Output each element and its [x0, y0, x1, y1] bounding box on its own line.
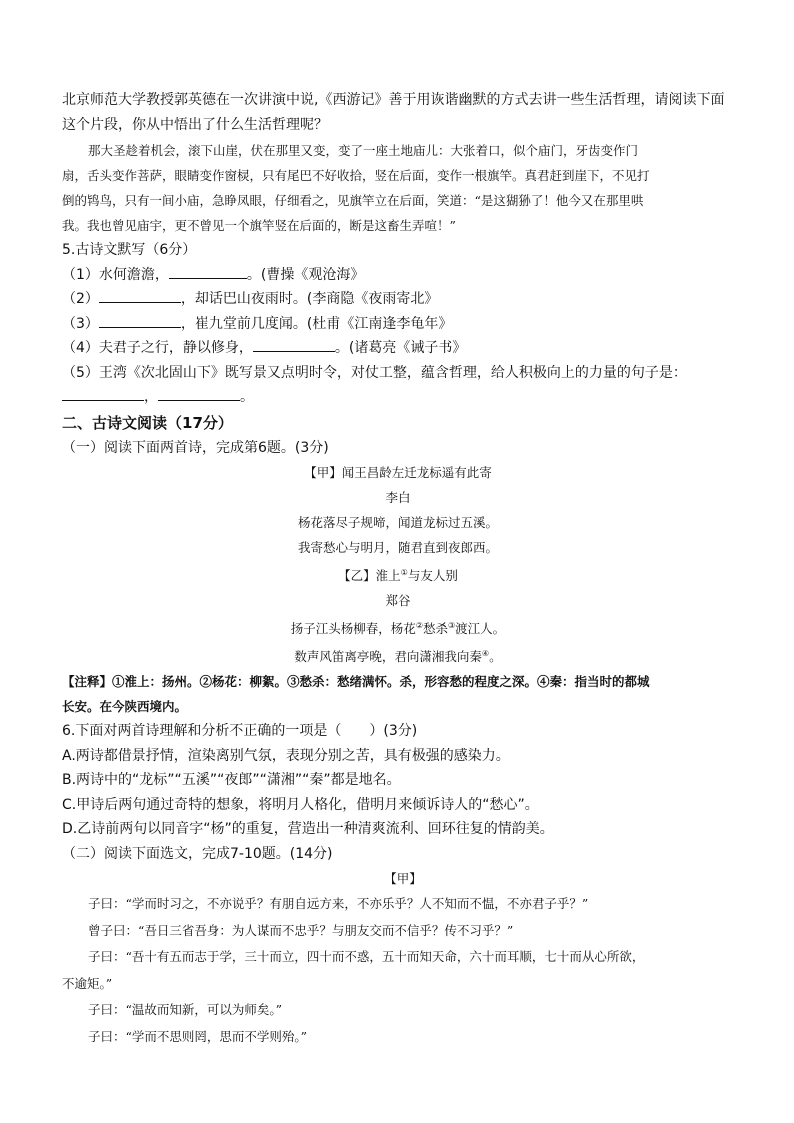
poem-a-title: 【甲】闻王昌龄左迁龙标遥有此寄 [304, 465, 492, 480]
q5-item-1-post: 。(曹操《观沧海》 [246, 266, 365, 283]
poem-b-line-1-b: 愁杀 [422, 621, 448, 637]
part-2-title: （二）阅读下面选文，完成7-10题。(14分) [62, 845, 333, 862]
footnote-marker: ② [415, 621, 423, 631]
q5-item-3-pre: （3） [62, 315, 99, 332]
q5-item-5: （5）王湾《次北固山下》既写景又点明时令，对仗工整，蕴含哲理，给人积极向上的力量的句子是： [62, 364, 687, 381]
excerpt [62, 138, 734, 238]
answer-blank[interactable] [99, 288, 181, 303]
analects-quote-5: 子曰：“学而不思则罔，思而不学则殆。” [88, 1028, 308, 1044]
part-2-label: 【甲】 [384, 871, 422, 887]
footnote-marker: ① [400, 568, 408, 577]
footnote-marker: ④ [481, 649, 490, 659]
q6-option-d: D.乙诗前两句以同音字“杨”的重复，营造出一种清爽流利、回环往复的情韵美。 [62, 821, 554, 838]
intro-line-2: 这个片段，你从中悟出了什么生活哲理呢？ [62, 116, 328, 133]
q5-item-5-sep: ， [144, 389, 158, 405]
section-2-title: 二、古诗文阅读（17分） [62, 413, 233, 432]
excerpt-line-3: 倒的鸨鸟，只有一间小庙，急睁凤眼，仔细看之，见旗竿立在后面，笑道：“是这猢狲了！他今又在那里哄 [62, 193, 644, 208]
analects-quote-4: 子曰：“温故而知新，可以为师矣。” [88, 1002, 283, 1018]
poem-b-title-pre: 【乙】淮上 [338, 568, 401, 584]
poem-b-title-post: 与友人别 [407, 568, 458, 584]
poem-b-line-1-a: 扬子江头杨柳春，杨花 [290, 621, 416, 637]
answer-blank[interactable] [62, 386, 144, 401]
poem-a-author: 李白 [385, 490, 411, 505]
q6-stem: 6.下面对两首诗理解和分析不正确的一项是（ ）(3分) [62, 723, 418, 740]
poem-a [62, 460, 734, 560]
excerpt-line-1: 那大圣趁着机会，滚下山崖，伏在那里又变，变了一座土地庙儿：大张着口，似个庙门，牙齿变作门 [88, 143, 639, 158]
q5-item-3 [62, 312, 734, 337]
excerpt-line-4: 我。我也曾见庙宇，更不曾见一个旗竿竖在后面的，断是这畜生弄喧！” [62, 218, 456, 233]
q5-item-3-post: ，崔九堂前几度闻。(杜甫《江南逢李龟年》 [180, 315, 453, 332]
poem-a-line-1: 杨花落尽子规啼，闻道龙标过五溪。 [297, 515, 498, 530]
q5-item-1 [62, 263, 734, 288]
q5-item-5-answer [62, 385, 734, 410]
poem-b-line-2-a: 数声风笛离亭晚，君向潇湘我向秦 [294, 649, 482, 665]
intro-line-1: 北京师范大学教授郭英德在一次讲演中说,《西游记》善于用诙谐幽默的方式去讲一些生活哲理，请阅读下面 [62, 92, 725, 108]
poem-b [62, 560, 734, 669]
q6-option-c: C.甲诗后两句通过奇特的想象，将明月人格化，借明月来倾诉诗人的“愁心”。 [62, 796, 539, 813]
poem-b-line-2 [62, 641, 734, 669]
exam-page [62, 88, 734, 1050]
poem-b-title [62, 560, 734, 588]
answer-blank[interactable] [158, 386, 240, 401]
q5-item-1-pre: （1）水何澹澹， [62, 266, 169, 283]
poem-b-line-1 [62, 613, 734, 641]
q6-option-a: A.两诗都借景抒情，渲染离别气氛，表现分别之苦，具有极强的感染力。 [62, 747, 510, 764]
analects-quote-1: 子曰：“学而时习之，不亦说乎？有朋自远方来，不亦乐乎？人不知而不愠，不亦君子乎？” [88, 896, 589, 912]
q5-title: 5.古诗文默写（6分） [62, 242, 197, 258]
section-2-part-1: （一）阅读下面两首诗，完成第6题。(3分) [62, 439, 329, 456]
q5-item-4-post: 。(诸葛亮《诫子书》 [334, 340, 467, 356]
answer-blank[interactable] [99, 313, 181, 328]
analects-quote-2: 曾子曰：“吾日三省吾身：为人谋而不忠乎？与朋友交而不信乎？传不习乎？” [88, 922, 514, 938]
analects-quote-3: 子曰：“吾十有五而志于学，三十而立，四十而不惑，五十而知天命，六十而耳顺，七十而从心所欲， [88, 949, 645, 965]
q5-item-2 [62, 287, 734, 312]
poem-a-line-2: 我寄愁心与明月，随君直到夜郎西。 [297, 540, 498, 555]
q6-option-b: B.两诗中的“龙标”“五溪”“夜郎”“潇湘”“秦”都是地名。 [62, 772, 401, 789]
answer-blank[interactable] [169, 264, 247, 279]
q5-item-4 [62, 336, 734, 361]
analects-excerpt [62, 891, 734, 1050]
poem-b-line-1-c: 渡江人。 [455, 621, 506, 637]
notes-line-2: 长安。在今陕西境内。 [62, 699, 188, 715]
q5-item-4-pre: （4）夫君子之行，静以修身， [62, 340, 253, 356]
poem-b-line-2-b: 。 [489, 649, 502, 665]
poem-b-author: 郑谷 [385, 593, 411, 609]
excerpt-line-2: 扇，舌头变作菩萨，眼睛变作窗棂，只有尾巴不好收拾，竖在后面，变作一根旗竿。真君赶到崖下，不见打 [62, 168, 650, 183]
analects-quote-3-cont: 不逾矩。” [62, 975, 113, 991]
q5-item-2-pre: （2） [62, 291, 99, 307]
notes-line-1: 【注释】①淮上：扬州。②杨花：柳絮。③愁杀：愁绪满怀。杀，形容愁的程度之深。④秦：指当时的都城 [62, 674, 650, 690]
footnote-marker: ③ [448, 621, 456, 631]
q5-item-2-post: ，却话巴山夜雨时。(李商隐《夜雨寄北》 [180, 291, 439, 307]
answer-blank[interactable] [253, 337, 335, 352]
q5-item-5-end: 。 [240, 389, 254, 405]
